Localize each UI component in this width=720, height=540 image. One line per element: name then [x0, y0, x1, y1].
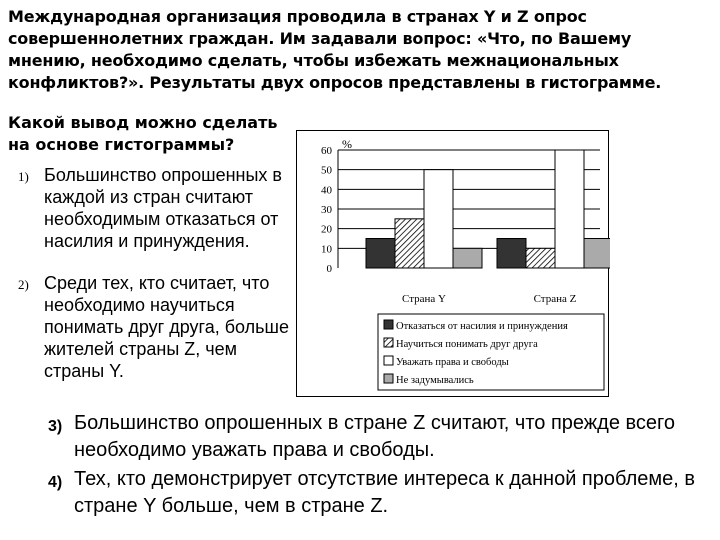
option-text: Большинство опрошенных в каждой из стран считают необходимым отказаться от насилия и принуждения. [44, 165, 282, 251]
legend-entry: Уважать права и свободы [396, 357, 509, 368]
answer-option-3[interactable] [48, 410, 708, 464]
bar [424, 170, 453, 268]
bar [555, 150, 584, 268]
x-category-label: Страна Y [402, 293, 446, 305]
y-axis-unit: % [342, 137, 352, 151]
answer-option-4[interactable] [48, 466, 708, 520]
y-tick-label: 40 [321, 184, 332, 197]
bar [453, 248, 482, 268]
legend-swatch [384, 320, 393, 329]
bar [497, 239, 526, 269]
answer-option-2[interactable] [18, 272, 300, 382]
y-tick-label: 30 [321, 204, 332, 216]
legend-swatch [384, 338, 393, 347]
legend-entry: Не задумывались [396, 375, 474, 386]
x-category-label: Страна Z [533, 293, 577, 305]
bar [366, 239, 395, 269]
option-text: Большинство опрошенных в стране Z считают, что прежде всего необходимо уважать права и свободы. [74, 412, 676, 461]
option-text: Тех, кто демонстрирует отсутствие интереса к данной проблеме, в стране Y больше, чем в стране Z. [74, 468, 695, 517]
bar [526, 248, 555, 268]
intro-text: Международная организация проводила в странах Y и Z опрос совершеннолетних граждан. Им задавали вопрос: «Что, по Вашему мнению, необходимо сделать, чтобы избежать межнациональных конфликтов?». Результаты двух опросов представлены в гистограмме. [8, 7, 662, 92]
histogram-chart [296, 130, 610, 398]
bar [395, 219, 424, 268]
legend-swatch [384, 356, 393, 365]
legend-entry: Отказаться от насилия и принуждения [396, 321, 568, 332]
y-tick-label: 20 [321, 223, 332, 236]
legend-swatch [384, 374, 393, 383]
option-number: 1) [18, 169, 29, 184]
option-number: 4) [48, 474, 63, 491]
y-tick-label: 50 [321, 164, 332, 177]
question-text: Какой вывод можно сделать на основе гистограммы? [8, 113, 278, 154]
y-tick-label: 10 [321, 243, 332, 256]
option-text: Среди тех, кто считает, что необходимо научиться понимать друг друга, больше жителей страны Z, чем страны Y. [44, 273, 289, 381]
y-tick-label: 0 [326, 263, 332, 275]
option-number: 2) [18, 277, 29, 292]
answer-option-1[interactable] [18, 164, 300, 252]
y-tick-label: 60 [321, 145, 332, 157]
bar [584, 239, 610, 269]
legend-entry: Научиться понимать друг друга [396, 339, 538, 350]
option-number: 3) [48, 418, 63, 435]
